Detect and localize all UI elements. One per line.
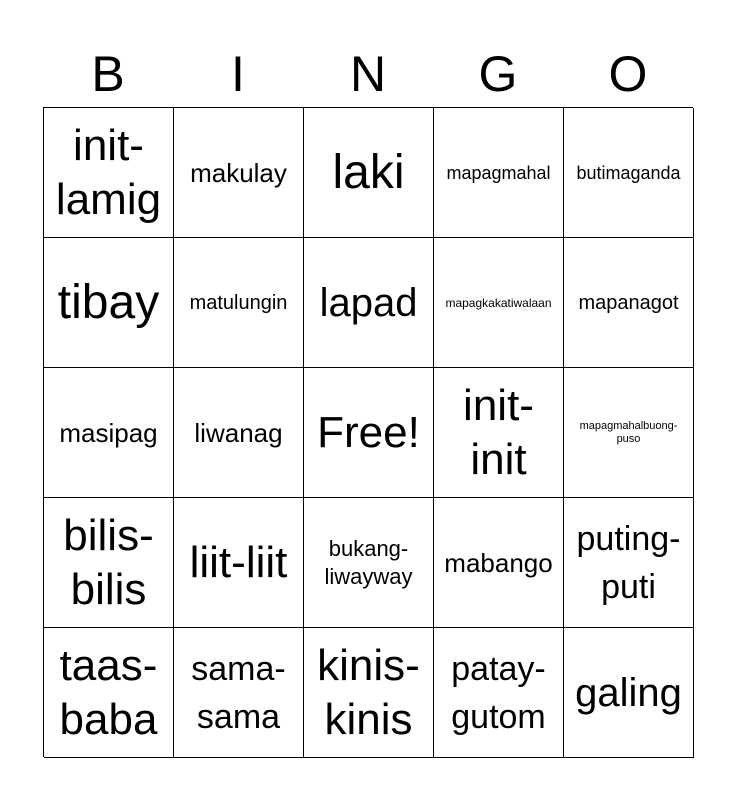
cell-word: matulungin xyxy=(189,291,288,314)
bingo-cell[interactable] xyxy=(564,368,694,498)
header-letter-b: B xyxy=(91,46,125,102)
cell-word: mapagmahal xyxy=(446,162,551,183)
cell-word: laki xyxy=(332,145,405,199)
bingo-cell[interactable] xyxy=(44,238,174,368)
cell-word: Free! xyxy=(317,407,420,457)
bingo-cell[interactable] xyxy=(434,368,564,498)
bingo-cell[interactable] xyxy=(564,238,694,368)
cell-word: tibay xyxy=(57,275,160,329)
header-letter-o: O xyxy=(608,46,648,102)
cell-word: init-init xyxy=(463,380,534,484)
cell-word: liit-liit xyxy=(189,537,288,587)
bingo-header xyxy=(43,40,693,108)
cell-word: kinis-kinis xyxy=(317,640,420,744)
bingo-board xyxy=(43,107,693,757)
cell-word: makulay xyxy=(190,157,287,188)
cell-word: puting-puti xyxy=(576,519,681,606)
bingo-cell[interactable] xyxy=(564,108,694,238)
cell-word: patay-gutom xyxy=(451,649,546,736)
header-letter-n: N xyxy=(349,46,387,102)
header-letter-g: G xyxy=(478,46,518,102)
bingo-cell[interactable] xyxy=(174,238,304,368)
bingo-cell[interactable] xyxy=(434,628,564,758)
cell-word: bilis-bilis xyxy=(63,510,154,614)
bingo-cell[interactable] xyxy=(174,498,304,628)
bingo-cell[interactable] xyxy=(44,628,174,758)
bingo-cell[interactable] xyxy=(304,498,434,628)
bingo-cell[interactable] xyxy=(174,628,304,758)
cell-word: mapanagot xyxy=(578,291,679,314)
cell-word: butimaganda xyxy=(576,162,681,183)
cell-word: mapagmahalbuong-puso xyxy=(579,419,678,445)
bingo-cell[interactable] xyxy=(44,498,174,628)
bingo-cell[interactable] xyxy=(174,368,304,498)
cell-word: init-lamig xyxy=(55,120,162,224)
bingo-cell[interactable] xyxy=(434,238,564,368)
bingo-cell[interactable] xyxy=(434,498,564,628)
cell-word: mapagkakatiwalaan xyxy=(445,295,552,310)
cell-word: mabango xyxy=(444,547,553,578)
cell-word: liwanag xyxy=(194,417,283,448)
cell-word: sama-sama xyxy=(191,649,286,736)
cell-word: taas-baba xyxy=(59,640,158,744)
cell-word: galing xyxy=(575,670,682,715)
cell-word: bukang-liwayway xyxy=(324,535,413,589)
cell-word: lapad xyxy=(319,280,418,325)
bingo-cell[interactable] xyxy=(434,108,564,238)
bingo-cell[interactable] xyxy=(564,498,694,628)
cell-word: masipag xyxy=(59,417,158,448)
bingo-cell[interactable] xyxy=(304,368,434,498)
bingo-cell[interactable] xyxy=(304,108,434,238)
bingo-cell[interactable] xyxy=(564,628,694,758)
bingo-cell[interactable] xyxy=(304,628,434,758)
header-letter-i: I xyxy=(231,46,245,102)
bingo-cell[interactable] xyxy=(174,108,304,238)
bingo-cell[interactable] xyxy=(44,108,174,238)
bingo-cell[interactable] xyxy=(304,238,434,368)
bingo-cell[interactable] xyxy=(44,368,174,498)
